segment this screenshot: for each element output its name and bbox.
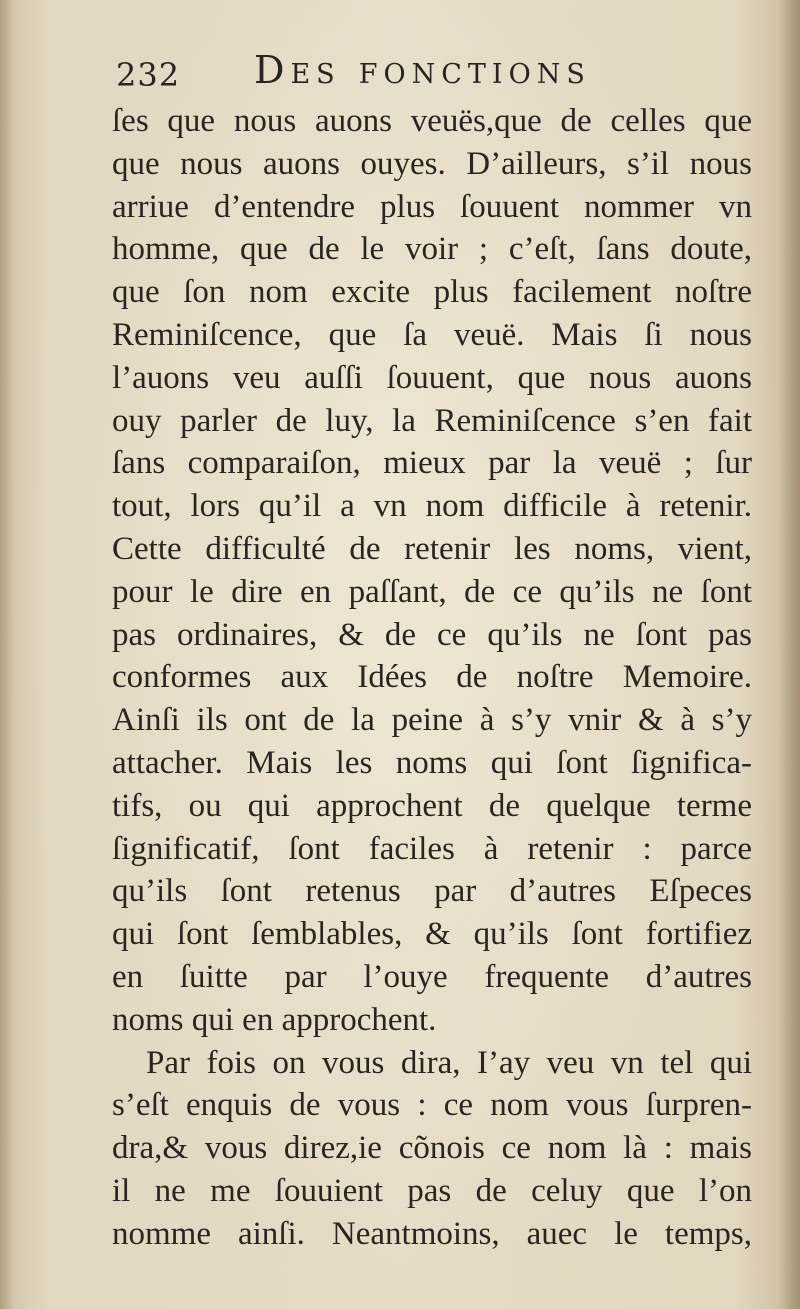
text-line: dra,& vous direz,ie cõnois ce nom là : mais <box>112 1130 752 1167</box>
text-line: que nous auons ouyes. D’ailleurs, s’il nous <box>112 145 752 182</box>
text-line: nomme ainſi. Neantmoins, auec le temps, <box>112 1215 752 1252</box>
text-line: que ſon nom excite plus facilement noſtre <box>112 274 752 311</box>
page-number: 232 <box>116 56 181 94</box>
text-line: qu’ils ſont retenus par d’autres Eſpeces <box>112 873 752 910</box>
text-line: ouy parler de luy, la Reminiſcence s’en fait <box>112 402 752 439</box>
text-line: Par fois on vous dira, I’ay veu vn tel qui <box>146 1044 752 1081</box>
text-line: il ne me ſouuient pas de celuy que l’on <box>112 1172 752 1209</box>
text-line: en ſuitte par l’ouye frequente d’autres <box>112 958 752 995</box>
text-line: noms qui en approchent. <box>112 1001 437 1038</box>
text-line: l’auons veu auſſi ſouuent, que nous auons <box>112 359 752 396</box>
text-line: Ainſi ils ont de la peine à s’y vnir & à s’y <box>112 702 752 739</box>
text-line: tout, lors qu’il a vn nom difficile à retenir. <box>112 488 752 525</box>
text-line: conformes aux Idées de noſtre Memoire. <box>112 659 752 696</box>
text-line: arriue d’entendre plus ſouuent nommer vn <box>112 188 752 225</box>
text-line: ſignificatif, ſont faciles à retenir : parce <box>112 830 752 867</box>
text-line: ſes que nous auons veuës,que de celles que <box>112 103 752 139</box>
text-line: ſans comparaiſon, mieux par la veuë ; ſur <box>112 445 752 482</box>
text-line: Reminiſcence, que ſa veuë. Mais ſi nous <box>112 316 752 353</box>
body-text <box>112 100 752 1256</box>
text-line: tifs, ou qui approchent de quelque terme <box>112 787 752 824</box>
text-line: attacher. Mais les noms qui ſont ſignifica- <box>112 744 752 781</box>
text-line: Cette difficulté de retenir les noms, vient, <box>112 530 752 567</box>
text-line: s’eſt enquis de vous : ce nom vous ſurpren- <box>112 1087 752 1124</box>
text-line: pas ordinaires, & de ce qu’ils ne ſont pas <box>112 616 752 653</box>
page-header <box>116 48 746 98</box>
text-line: homme, que de le voir ; c’eſt, ſans doute, <box>112 231 752 268</box>
text-line: qui ſont ſemblables, & qu’ils ſont fortifiez <box>112 916 752 953</box>
text-line: pour le dire en paſſant, de ce qu’ils ne ſont <box>112 573 752 610</box>
running-title: Des fonctions <box>254 48 591 92</box>
